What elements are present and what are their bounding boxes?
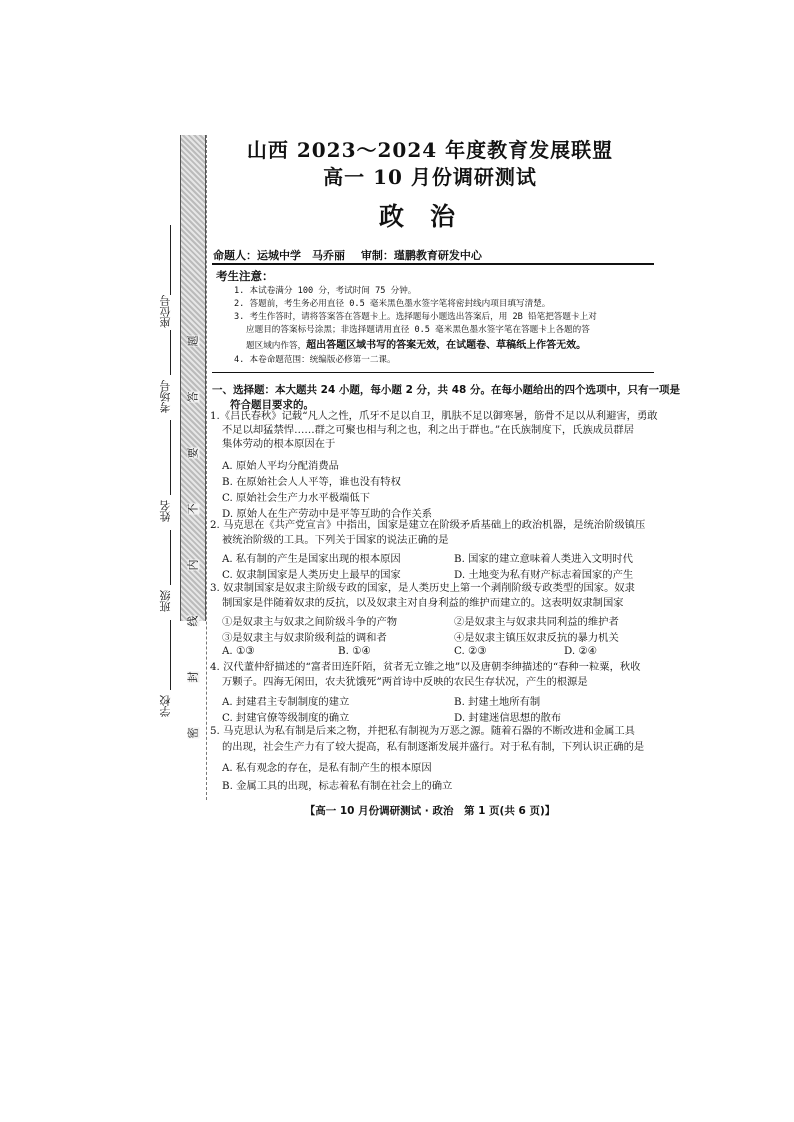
question-1-line: 1.《吕氏春秋》记载“凡人之性，爪牙不足以自卫，肌肤不足以御寒暑，筋骨不足以从利避害，勇敢 bbox=[210, 410, 658, 422]
question-5-line: 的出现，社会生产力有了较大提高，私有制逐渐发展并盛行。对于私有制，下列认识正确的是 bbox=[222, 741, 645, 753]
section-heading-cont: 符合题目要求的。 bbox=[230, 399, 314, 411]
notice-item: 应题目的答案标号涂黑；非选择题请用直径 0.5 毫米黑色墨水签字笔在答题卡上各题的答 bbox=[246, 325, 590, 335]
question-1-option-c[interactable]: C. 原始社会生产力水平极端低下 bbox=[222, 492, 370, 504]
school-line bbox=[170, 620, 171, 690]
seal-dashed-line bbox=[206, 135, 207, 800]
question-1-line: 不足以却猛禁悍……群之可聚也相与利之也，利之出于群也。”在氏族制度下，氏族成员群居 bbox=[222, 424, 634, 436]
question-3-statement-4: ④是奴隶主镇压奴隶反抗的暴力机关 bbox=[454, 632, 619, 644]
question-3-option-a[interactable]: A. ①③ bbox=[222, 645, 255, 657]
seal-char: 不 bbox=[186, 503, 199, 515]
question-2-line: 2. 马克思在《共产党宣言》中指出，国家是建立在阶级矛盾基础上的政治机器，是统治阶级镇压 bbox=[210, 519, 646, 531]
question-4-option-a[interactable]: A. 封建君主专制制度的建立 bbox=[222, 696, 350, 708]
seal-strip bbox=[180, 135, 206, 739]
authors-line bbox=[213, 247, 494, 263]
notice-bold-warning: 超出答题区域书写的答案无效，在试题卷、草稿纸上作答无效。 bbox=[306, 340, 587, 351]
notice-item: 4. 本卷命题范围：统编版必修第一二课。 bbox=[234, 355, 396, 365]
school-label: 学校 bbox=[159, 695, 172, 717]
class-line bbox=[170, 530, 171, 585]
seal-char: 线 bbox=[186, 615, 199, 627]
subject-title: 政治 bbox=[378, 202, 481, 231]
name-line bbox=[170, 420, 171, 495]
question-2-option-d[interactable]: D. 土地变为私有财产标志着国家的产生 bbox=[454, 569, 634, 581]
question-1-option-d[interactable]: D. 原始人在生产劳动中是平等互助的合作关系 bbox=[222, 508, 433, 520]
exam-room-line bbox=[170, 330, 171, 375]
question-4-option-b[interactable]: B. 封建土地所有制 bbox=[454, 696, 541, 708]
question-4-option-d[interactable]: D. 封建迷信思想的散布 bbox=[454, 712, 562, 724]
exam-title-line2: 高一 10 月份调研测试 bbox=[323, 165, 537, 189]
author-label: 命题人：运城中学 马乔丽 bbox=[213, 249, 345, 262]
question-3-option-b[interactable]: B. ①④ bbox=[338, 645, 371, 657]
seal-char: 封 bbox=[186, 671, 199, 683]
question-3-line: 制国家是伴随着奴隶的反抗，以及奴隶主对自身利益的维护而建立的。这表明奴隶制国家 bbox=[222, 597, 624, 609]
question-5-option-b[interactable]: B. 金属工具的出现，标志着私有制在社会上的确立 bbox=[222, 780, 453, 792]
notice-item-text: 题区域内作答， bbox=[246, 341, 307, 351]
exam-room-label: 考场号 bbox=[159, 380, 172, 413]
section-heading: 一、选择题：本大题共 24 小题，每小题 2 分，共 48 分。在每小题给出的四个选项中，只有一项是 bbox=[212, 384, 680, 396]
question-3-statement-2: ②是奴隶主与奴隶共同利益的维护者 bbox=[454, 616, 619, 628]
notice-item: 3. 考生作答时，请将答案答在答题卡上。选择题每小题选出答案后，用 2B 铅笔把答题卡上对 bbox=[234, 312, 597, 322]
seal-char: 密 bbox=[186, 727, 199, 739]
question-3-option-d[interactable]: D. ②④ bbox=[564, 645, 597, 657]
notice-item: 2. 答题前，考生务必用直径 0.5 毫米黑色墨水签字笔将密封线内项目填写清楚。 bbox=[234, 299, 551, 309]
question-3-statement-3: ③是奴隶主与奴隶阶级利益的调和者 bbox=[222, 632, 387, 644]
seal-char: 要 bbox=[186, 447, 199, 459]
notice-item bbox=[246, 336, 586, 351]
question-4-line: 万颗子。四海无闲田，农夫犹饿死”两首诗中反映的农民生存状况，产生的根源是 bbox=[222, 676, 588, 688]
seal-char: 题 bbox=[186, 335, 199, 347]
reviewer-label: 审制：瑾鹏教育研发中心 bbox=[360, 249, 482, 262]
notice-title: 考生注意： bbox=[216, 269, 274, 283]
question-1-option-b[interactable]: B. 在原始社会人人平等，谁也没有特权 bbox=[222, 476, 401, 488]
name-label: 姓名 bbox=[159, 500, 172, 522]
exam-notice bbox=[212, 263, 654, 373]
question-1-line: 集体劳动的根本原因在于 bbox=[222, 438, 336, 450]
question-5-option-a[interactable]: A. 私有观念的存在，是私有制产生的根本原因 bbox=[222, 762, 432, 774]
question-1-option-a[interactable]: A. 原始人平均分配消费品 bbox=[222, 460, 339, 472]
question-3-line: 3. 奴隶制国家是奴隶主阶级专政的国家，是人类历史上第一个剥削阶级专政类型的国家。奴隶 bbox=[210, 582, 635, 594]
question-4-option-c[interactable]: C. 封建官僚等级制度的确立 bbox=[222, 712, 350, 724]
question-2-line: 被统治阶级的工具。下列关于国家的说法正确的是 bbox=[222, 534, 449, 546]
notice-item: 1. 本试卷满分 100 分，考试时间 75 分钟。 bbox=[234, 286, 417, 296]
page-footer: 【高一 10 月份调研测试 · 政治 第 1 页(共 6 页)】 bbox=[304, 805, 556, 817]
seal-char: 答 bbox=[186, 391, 199, 403]
seat-number-line bbox=[170, 225, 171, 295]
seal-char: 内 bbox=[186, 559, 199, 571]
question-5-line: 5. 马克思认为私有制是后来之物，并把私有制视为万恶之源。随着石器的不断改进和金属工具 bbox=[210, 725, 635, 737]
class-label: 班级 bbox=[159, 590, 172, 612]
question-3-statement-1: ①是奴隶主与奴隶之间阶级斗争的产物 bbox=[222, 616, 398, 628]
question-2-option-c[interactable]: C. 奴隶制国家是人类历史上最早的国家 bbox=[222, 569, 401, 581]
question-2-option-a[interactable]: A. 私有制的产生是国家出现的根本原因 bbox=[222, 553, 401, 565]
question-4-line: 4. 汉代董仲舒描述的“富者田连阡陌，贫者无立锥之地”以及唐朝李绅描述的“春种一粒粟，秋收 bbox=[210, 661, 641, 673]
question-2-option-b[interactable]: B. 国家的建立意味着人类进入文明时代 bbox=[454, 553, 633, 565]
exam-title-line1: 山西 2023～2024 年度教育发展联盟 bbox=[246, 138, 614, 162]
question-3-option-c[interactable]: C. ②③ bbox=[454, 645, 487, 657]
seat-number-label: 座位号 bbox=[159, 295, 172, 328]
